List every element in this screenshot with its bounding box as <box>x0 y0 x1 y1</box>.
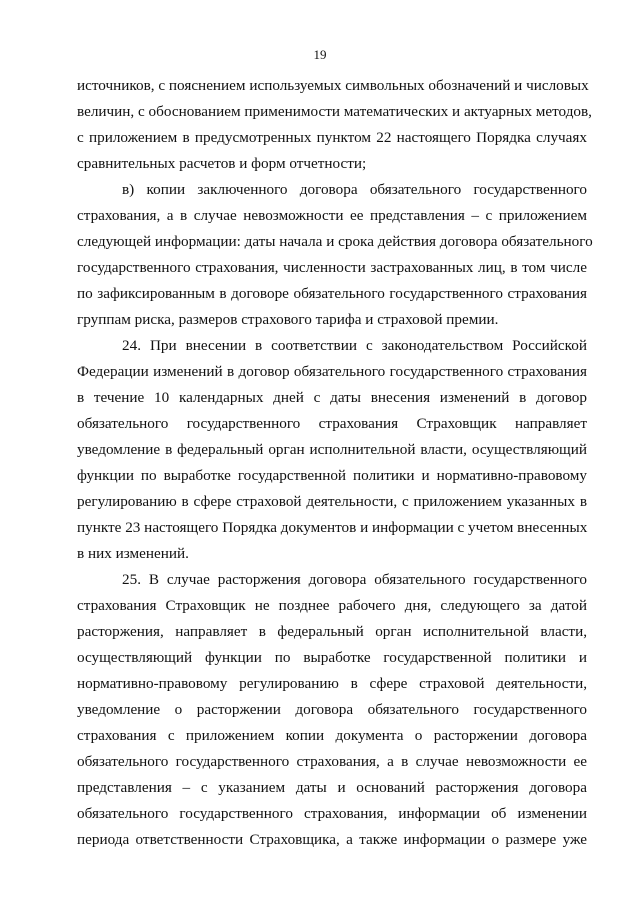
paragraph-item-24 <box>77 333 587 567</box>
text-line: с приложением в предусмотренных пунктом 22 настоящего Порядка случаях <box>77 129 587 146</box>
text-line: Федерации изменений в договор обязательного государственного страхования <box>77 363 587 380</box>
page-number: 19 <box>313 47 327 62</box>
text-line: в них изменений. <box>77 545 189 562</box>
text-line: уведомление в федеральный орган исполнительной власти, осуществляющий <box>77 441 587 458</box>
text-line: величин, с обоснованием применимости математических и актуарных методов, <box>77 103 592 120</box>
text-line: функции по выработке государственной политики и нормативно-правовому <box>77 467 587 484</box>
text-line: обязательного государственного страхования, а в случае невозможности ее <box>77 753 587 770</box>
text-line: группам риска, размеров страхового тарифа и страховой премии. <box>77 311 499 328</box>
text-line: регулированию в сфере страховой деятельности, с приложением указанных в <box>77 493 587 510</box>
text-line: обязательного государственного страхования Страховщик направляет <box>77 415 587 432</box>
paragraph-continuation <box>77 73 592 177</box>
text-line: государственного страхования, численности застрахованных лиц, в том числе <box>77 259 587 276</box>
text-line: страхования Страховщик не позднее рабочего дня, следующего за датой <box>77 597 587 614</box>
text-line: пункте 23 настоящего Порядка документов и информации с учетом внесенных <box>77 519 588 536</box>
text-line: уведомление о расторжении договора обязательного государственного <box>77 701 587 718</box>
text-line: осуществляющий функции по выработке государственной политики и <box>77 649 587 666</box>
text-line: сравнительных расчетов и форм отчетности; <box>77 155 367 172</box>
text-line: следующей информации: даты начала и срока действия договора обязательного <box>77 233 593 250</box>
text-line: расторжения, направляет в федеральный орган исполнительной власти, <box>77 623 587 640</box>
text-line: источников, с пояснением используемых символьных обозначений и числовых <box>77 77 589 94</box>
document-body <box>77 73 593 853</box>
text-line: 25. В случае расторжения договора обязательного государственного <box>122 571 587 588</box>
text-line: 24. При внесении в соответствии с законодательством Российской <box>122 337 587 354</box>
text-line: по зафиксированным в договоре обязательного государственного страхования <box>77 285 587 302</box>
text-line: страхования, а в случае невозможности ее представления – с приложением <box>77 207 587 224</box>
paragraph-item-25 <box>77 567 587 853</box>
text-line: представления – с указанием даты и оснований расторжения договора <box>77 779 587 796</box>
text-line: периода ответственности Страховщика, а также информации о размере уже <box>77 831 587 848</box>
paragraph-item-v <box>77 177 593 333</box>
text-line: страхования с приложением копии документа о расторжении договора <box>77 727 587 744</box>
text-line: в течение 10 календарных дней с даты внесения изменений в договор <box>77 389 587 406</box>
text-line: обязательного государственного страхования, информации об изменении <box>77 805 587 822</box>
text-line: в) копии заключенного договора обязательного государственного <box>122 181 587 198</box>
text-line: нормативно-правовому регулированию в сфере страховой деятельности, <box>77 675 587 692</box>
